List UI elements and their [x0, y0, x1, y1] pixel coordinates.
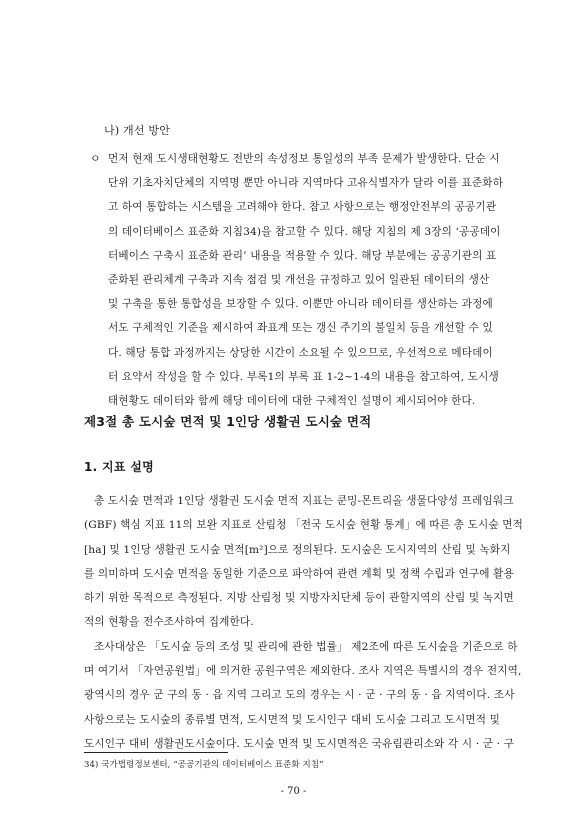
- body-text: [84, 489, 524, 756]
- text-line: (GBF) 핵심 지표 11의 보완 지표로 산림청 「전국 도시숲 현황 통계」에 따른 총 도시숲 면적: [84, 519, 524, 532]
- text-line: 적의 현황을 전수조사하여 집계한다.: [84, 616, 254, 629]
- text-line: 사항으로는 도시숲의 종류별 면적, 도시면적 및 도시인구 대비 도시숲 그리고 도시면적 및: [84, 713, 501, 726]
- text-line: 터베이스 구축시 표준화 관리’ 내용을 적용할 수 있다. 해당 부분에는 공공기관의 표: [108, 249, 497, 262]
- text-line: 단위 기초자치단체의 지역명 뿐만 아니라 지역마다 고유식별자가 달라 이를 표준화하: [108, 177, 504, 190]
- subheading: 나) 개선 방안: [104, 124, 171, 137]
- section-title: 1. 지표 설명: [84, 460, 155, 474]
- bullet-paragraph: [90, 147, 520, 413]
- text-line: 및 구축을 통한 통합성을 보장할 수 있다. 이뿐만 아니라 데이터를 생산하는 과정에: [108, 298, 493, 311]
- text-line: 터 요약서 작성을 할 수 있다. 부록1의 부록 표 1-2~1-4의 내용을 참고하여, 도시생: [108, 370, 499, 383]
- footnote: 34) 국가법령정보센터, “공공기관의 데이터베이스 표준화 지침”: [84, 760, 324, 770]
- text-line: 를 의미하며 도시숲 면적을 동일한 기준으로 파악하여 관련 계획 및 정책 수립과 연구에 활용: [84, 567, 514, 580]
- text-line: [ha] 및 1인당 생활권 도시숲 면적[m²]으로 정의된다. 도시숲은 도시지역의 산림 및 녹화지: [84, 543, 511, 556]
- text-line: 준화된 관리체계 구축과 지속 점검 및 개선을 규정하고 있어 일관된 데이터의 생산: [108, 274, 490, 287]
- text-line: 고 하여 통합하는 시스템을 고려해야 한다. 참고 사항으로는 행정안전부의 공공기관: [108, 201, 497, 214]
- text-line: 조사대상은 「도시숲 등의 조성 및 관리에 관한 법률」 제2조에 따른 도시숲을 기준으로 하: [94, 640, 518, 653]
- page-number: - 70 -: [280, 786, 307, 797]
- chapter-title: 제3절 총 도시숲 면적 및 1인당 생활권 도시숲 면적: [84, 414, 372, 429]
- bullet-text: [108, 147, 520, 413]
- text-line: 다. 해당 통합 과정까지는 상당한 시간이 소요될 수 있으므로, 우선적으로 메타데이: [108, 346, 493, 359]
- bullet-marker: ㅇ: [90, 152, 101, 165]
- text-line: 서도 구체적인 기준을 제시하여 좌표계 또는 갱신 주기의 불일치 등을 개선할 수 있: [108, 322, 493, 335]
- paragraph-1: [84, 489, 524, 635]
- text-line: 의 데이터베이스 표준화 지침34)을 참고할 수 있다. 해당 지침의 제 3장의 ‘공공데이: [108, 225, 501, 238]
- text-line: 총 도시숲 면적과 1인당 생활권 도시숲 면적 지표는 쿤밍-몬트리올 생물다양성 프레임워크: [94, 495, 514, 507]
- text-line: 광역시의 경우 군 구의 동 · 읍 지역 그리고 도의 경우는 시 · 군 · 구의 동 · 읍 지역이다. 조사: [84, 689, 515, 702]
- text-line: 먼저 현재 도시생태현황도 전반의 속성정보 통일성의 부족 문제가 발생한다. 단순 시: [108, 153, 500, 165]
- text-line: 태현황도 데이터와 함께 해당 데이터에 대한 구체적인 설명이 제시되어야 한다.: [108, 395, 476, 408]
- text-line: 며 여기서 「자연공원법」에 의거한 공원구역은 제외한다. 조사 지역은 특별시의 경우 전지역,: [84, 665, 522, 678]
- text-line: 하기 위한 목적으로 측정된다. 지방 산림청 및 지방자치단체 등이 관할지역의 산림 및 녹지면: [84, 592, 514, 605]
- paragraph-2: [84, 635, 522, 756]
- footnote-divider: [84, 752, 228, 753]
- text-line: 도시인구 대비 생활권도시숲이다. 도시숲 면적 및 도시면적은 국유림관리소와 각 시 · 군 · 구: [84, 737, 515, 750]
